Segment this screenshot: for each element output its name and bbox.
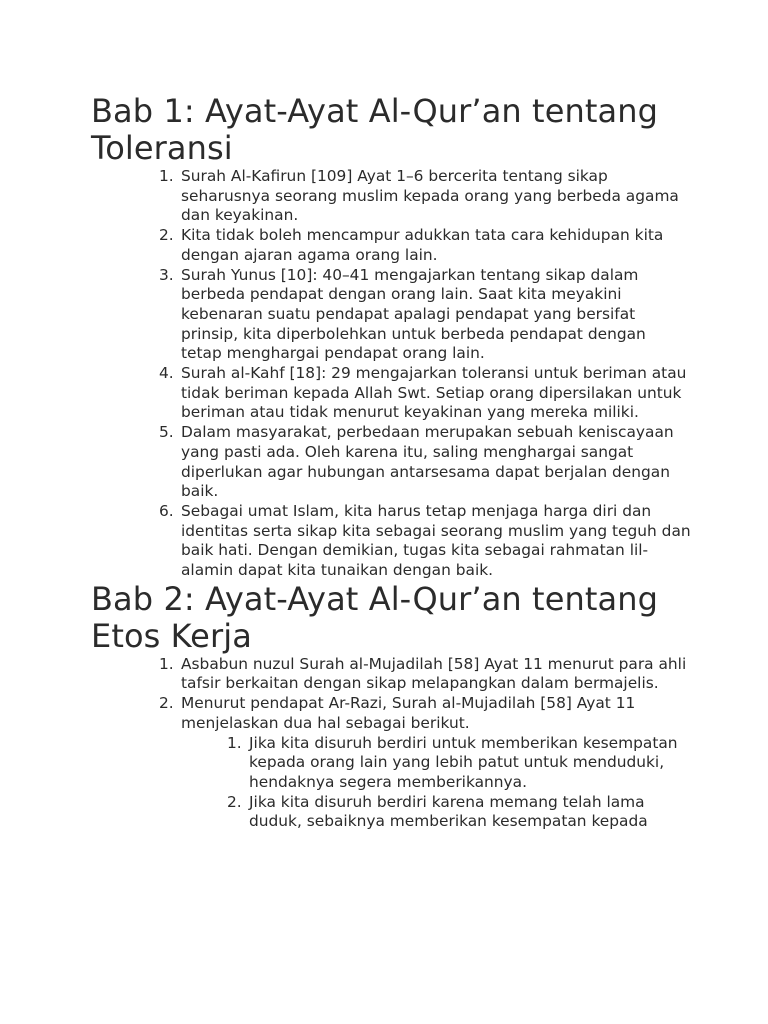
list-item-text: Jika kita disuruh berdiri untuk memberikan kesempatan kepada orang lain yang lebih patut untuk menduduki, hendaknya segera memberikannya. [249, 733, 678, 791]
list-item-text: Surah Al-Kafirun [109] Ayat 1–6 bercerita tentang sikap seharusnya seorang muslim kepada orang yang berbeda agama dan keyakinan. [181, 167, 679, 225]
list-item [159, 364, 691, 423]
list-number: 1. [227, 733, 242, 752]
list-item-text: Menurut pendapat Ar-Razi, Surah al-Mujadilah [58] Ayat 11 menjelaskan dua hal sebagai berikut. [181, 694, 636, 732]
nested-list-item [227, 792, 691, 832]
list-item-text: Jika kita disuruh berdiri karena memang telah lama duduk, sebaiknya memberikan kesempatan kepada [249, 792, 648, 831]
bab-2-list [91, 655, 691, 832]
nested-list [181, 734, 691, 833]
list-number: 4. [159, 364, 174, 383]
list-item-text: Sebagai umat Islam, kita harus tetap menjaga harga diri dan identitas serta sikap kita sebagai seorang muslim yang teguh dan baik hati. Dengan demikian, tugas kita sebagai rahmatan lil-alamin dapat kita tunaikan dengan baik. [181, 501, 691, 580]
list-item-text: Asbabun nuzul Surah al-Mujadilah [58] Ayat 11 menurut para ahli tafsir berkaitan dengan sikap melapangkan dalam bermajelis. [181, 654, 687, 693]
heading-bab-1: Bab 1: Ayat-Ayat Al-Qur’an tentang Toleransi [91, 92, 659, 167]
list-item [159, 423, 691, 502]
list-item [159, 265, 691, 365]
list-number: 6. [159, 501, 174, 520]
list-item [159, 167, 691, 226]
heading-bab-2: Bab 2: Ayat-Ayat Al-Qur’an tentang Etos Kerja [91, 579, 659, 655]
list-item-text: Surah Yunus [10]: 40–41 mengajarkan tentang sikap dalam berbeda pendapat dengan orang lain. Saat kita meyakini kebenaran suatu pendapat apalagi pendapat yang bersifat prinsip, kita diperbolehkan untuk berbeda pendapat dengan tetap menghargai pendapat orang lain. [181, 265, 646, 363]
list-number: 1. [159, 654, 174, 673]
list-item-text: Dalam masyarakat, perbedaan merupakan sebuah keniscayaan yang pasti ada. Oleh karena itu, saling menghargai sangat diperlukan agar hubungan antarsesama dapat berjalan dengan baik. [181, 423, 674, 501]
nested-list-item [227, 733, 691, 793]
list-item-text: Surah al-Kahf [18]: 29 mengajarkan toleransi untuk beriman atau tidak beriman kepada Allah Swt. Setiap orang dipersilakan untuk beriman atau tidak menurut keyakinan yang mereka miliki. [181, 364, 687, 422]
list-number: 1. [159, 167, 174, 185]
list-item [159, 654, 691, 694]
list-number: 2. [159, 694, 174, 713]
list-item-text: Kita tidak boleh mencampur adukkan tata cara kehidupan kita dengan ajaran agama orang lain. [181, 226, 664, 264]
list-number: 5. [159, 423, 174, 442]
list-item [159, 501, 691, 581]
list-number: 3. [159, 265, 174, 284]
list-item [159, 226, 691, 265]
bab-1-list [91, 167, 691, 581]
list-item [159, 694, 691, 832]
list-number: 2. [227, 792, 242, 811]
document-content [91, 93, 691, 832]
list-number: 2. [159, 226, 174, 245]
